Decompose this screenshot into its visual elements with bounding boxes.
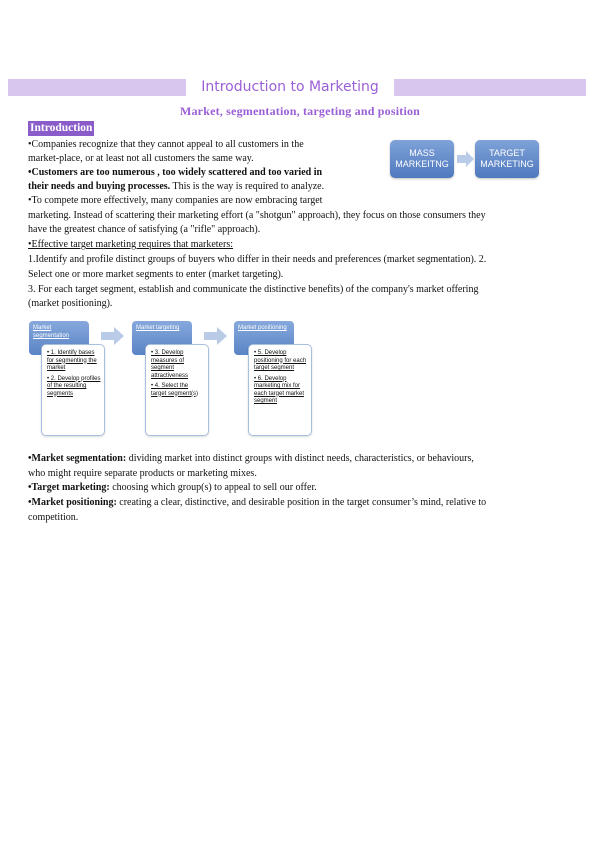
step-segmentation-card: [41, 344, 105, 436]
definition-positioning-cont: competition.: [28, 512, 79, 523]
para-6b: (market positioning).: [28, 298, 113, 309]
step-arrow-icon: [101, 327, 125, 345]
definition-segmentation-text: dividing market into distinct groups with distinct needs, characteristics, or behaviours,: [126, 453, 474, 464]
definition-targeting-text: choosing which group(s) to appeal to sell our offer.: [109, 482, 317, 493]
definition-positioning: [28, 496, 486, 510]
step-item-2-text: • 2. Develop profiles of the resulting segments: [47, 375, 101, 397]
para-2b-bold: their needs and buying processes.: [28, 181, 171, 192]
page-title: Introduction to Marketing: [201, 79, 379, 95]
step-positioning-card: [248, 344, 312, 436]
definition-segmentation-cont: who might require separate products or marketing mixes.: [28, 468, 257, 479]
step-segmentation-label: Market segmentation: [33, 325, 70, 339]
para-6a: 3. For each target segment, establish and communicate the distinctive benefits) of the company's market offering: [28, 284, 479, 295]
step-item-1: [47, 350, 101, 373]
flow-arrow-icon: [457, 151, 475, 167]
step-item-5-text: • 5. Develop positioning for each target segment: [254, 350, 307, 371]
step-item-4: [151, 383, 205, 398]
definition-segmentation: [28, 452, 474, 466]
title-box: [186, 77, 394, 98]
step-item-2: [47, 376, 101, 399]
section-heading: Introduction: [30, 122, 93, 134]
step-item-4-text: • 4. Select the target segment(s): [151, 383, 199, 397]
target-marketing-box: TARGET MARKETING: [475, 140, 539, 178]
page-subtitle: Market, segmentation, targeting and position: [179, 104, 421, 118]
para-3a: •To compete more effectively, many companies are now embracing target: [28, 195, 323, 206]
definition-targeting: [28, 481, 317, 495]
definition-positioning-text: creating a clear, distinctive, and desirable position in the target consumer’s mind, relative to: [116, 497, 487, 508]
para-5b: Select one or more market segments to enter (market targeting).: [28, 269, 284, 280]
step-targeting-label: Market targeting: [136, 325, 180, 331]
para-1b: market-place, or at least not all customers the same way.: [28, 153, 254, 164]
para-2a: •Customers are too numerous , too widely scattered and too varied in: [28, 167, 323, 178]
step-item-6-text: • 6. Develop marketing mix for each target market segment: [254, 375, 305, 404]
step-targeting-card: [145, 344, 209, 436]
step-positioning-label: Market positioning: [238, 325, 287, 331]
definition-positioning-term: •Market positioning:: [28, 497, 117, 508]
step-item-3: [151, 350, 205, 380]
definition-segmentation-term: •Market segmentation:: [28, 453, 127, 464]
para-2b: [28, 180, 324, 194]
definition-targeting-term: •Target marketing:: [28, 482, 110, 493]
para-5a: 1.Identify and profile distinct groups of buyers who differ in their needs and preferences (market segmentation). 2.: [28, 254, 487, 265]
step-item-3-text: • 3. Develop measures of segment attractiveness: [151, 350, 189, 379]
step-item-6: [254, 376, 308, 406]
para-3b: marketing. Instead of scattering their marketing effort (a "shotgun" approach), they focus on those consumers they: [28, 210, 486, 221]
step-arrow-icon: [204, 327, 228, 345]
para-3c: have the greatest chance of satisfying (a "rifle" approach).: [28, 224, 261, 235]
step-item-1-text: • 1. Identify bases for segmenting the market: [47, 350, 97, 371]
mass-marketing-box: MASS MARKEITNG: [390, 140, 454, 178]
para-2b-rest: This is the way is required to analyze.: [170, 181, 325, 192]
para-1a: •Companies recognize that they cannot appeal to all customers in the: [28, 139, 304, 150]
para-4: •Effective target marketing requires that marketers:: [28, 239, 233, 250]
step-item-5: [254, 350, 308, 373]
